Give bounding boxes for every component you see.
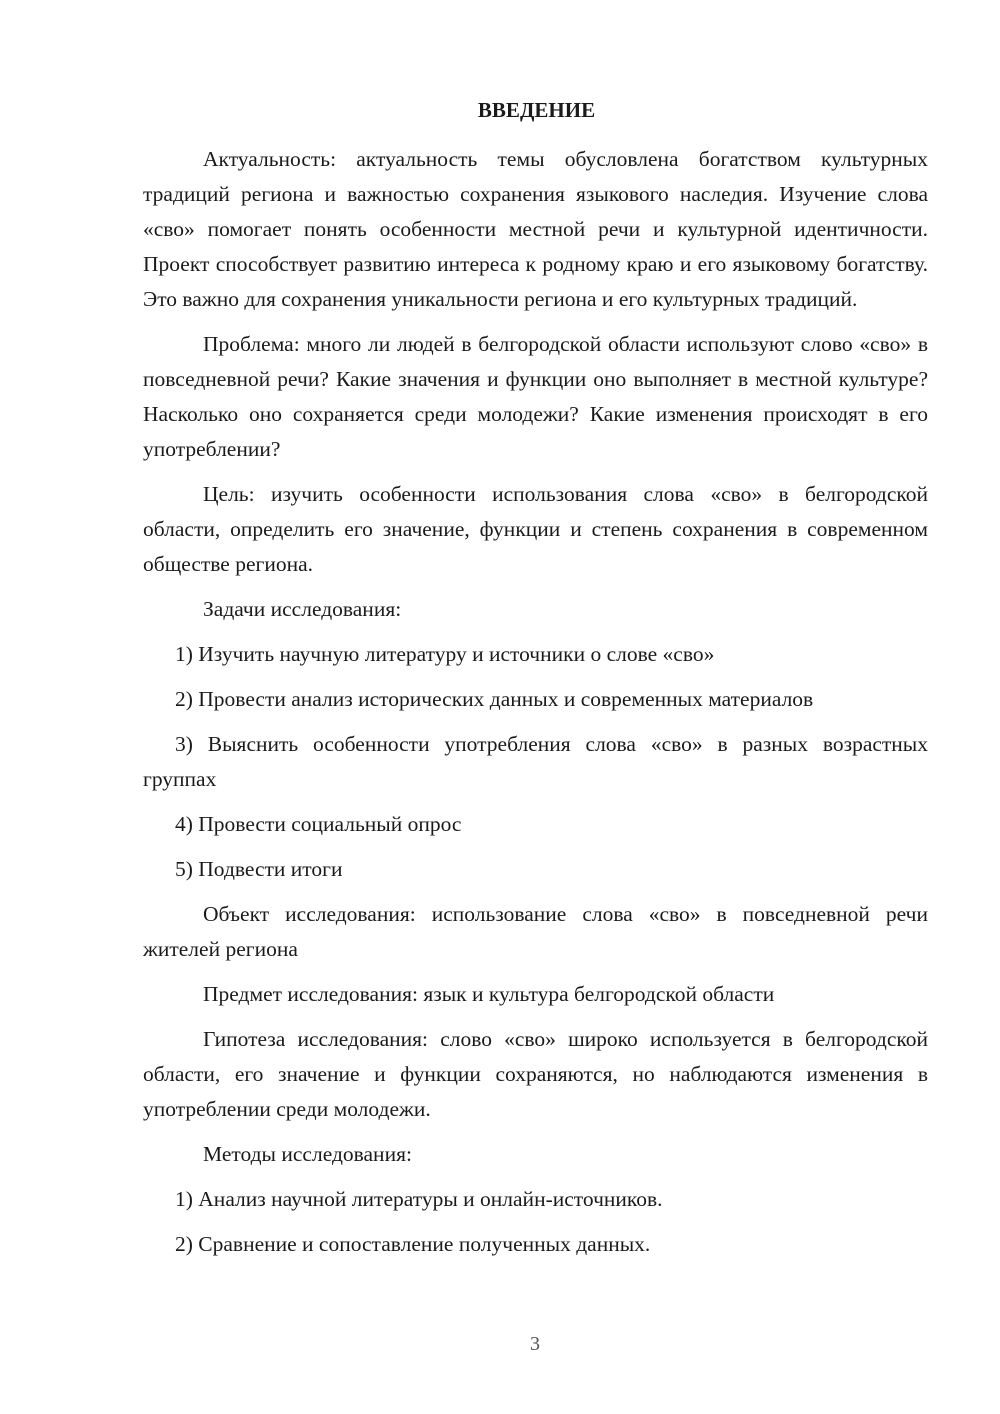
method-item-2: 2) Сравнение и сопоставление полученных данных. [175, 1232, 651, 1256]
relevance-paragraph: Актуальность: актуальность темы обусловлена богатством культурных традиций региона и важностью сохранения языкового наследия. Изучение слова «сво» помогает понять особенности местной речи и культурной идентичности. Проект способствует развитию интереса к родному краю и его языковому богатству. Это важно для сохранения уникальности региона и его культурных традиций. [143, 147, 928, 311]
method-item-1: 1) Анализ научной литературы и онлайн-источников. [175, 1187, 663, 1211]
methods-title: Методы исследования: [203, 1142, 412, 1166]
page-content [143, 96, 928, 1262]
goal-paragraph: Цель: изучить особенности использования слова «сво» в белгородской области, определить его значение, функции и степень сохранения в современном обществе региона. [143, 482, 928, 576]
task-item-3: 3) Выяснить особенности употребления слова «сво» в разных возрастных группах [143, 732, 928, 791]
problem-paragraph: Проблема: много ли людей в белгородской области используют слово «сво» в повседневной речи? Какие значения и функции оно выполняет в местной культуре? Насколько оно сохраняется среди молодежи? Какие изменения происходят в его употреблении? [143, 332, 928, 461]
object-paragraph: Объект исследования: использование слова «сво» в повседневной речи жителей региона [143, 902, 928, 961]
task-item-5: 5) Подвести итоги [175, 857, 343, 881]
task-item-4: 4) Провести социальный опрос [175, 812, 462, 836]
tasks-title: Задачи исследования: [203, 597, 402, 621]
task-item-1: 1) Изучить научную литературу и источники о слове «сво» [175, 642, 715, 666]
subject-paragraph: Предмет исследования: язык и культура белгородской области [203, 982, 775, 1006]
hypothesis-paragraph: Гипотеза исследования: слово «сво» широко используется в белгородской области, его значение и функции сохраняются, но наблюдаются изменения в употреблении среди молодежи. [143, 1027, 928, 1121]
task-item-2: 2) Провести анализ исторических данных и современных материалов [175, 687, 814, 711]
page-number: 3 [530, 1333, 540, 1355]
section-heading: ВВЕДЕНИЕ [477, 98, 596, 122]
